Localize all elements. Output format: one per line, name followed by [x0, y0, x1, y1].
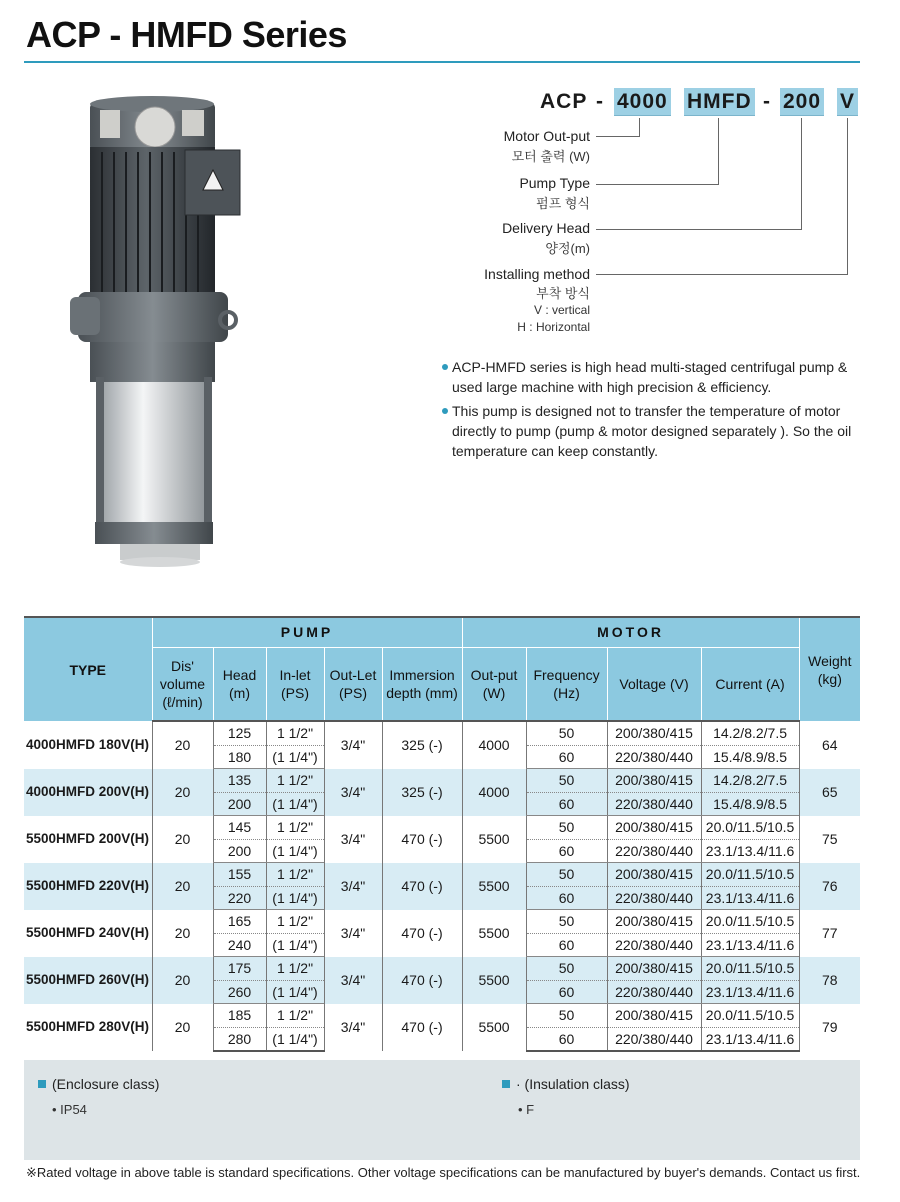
cell-current: 14.2/8.2/7.5 [701, 721, 799, 745]
code-install: V [837, 88, 858, 116]
cell-outlet: 3/4" [324, 721, 382, 769]
col-outlet: Out-Let (PS) [324, 647, 382, 721]
col-dis-volume: Dis' volume (ℓ/min) [152, 647, 213, 721]
cell-voltage: 200/380/415 [607, 910, 701, 934]
cell-outlet: 3/4" [324, 1004, 382, 1052]
code-dash: - [763, 90, 771, 113]
install-horizontal: H : Horizontal [517, 320, 590, 334]
leader-line [801, 118, 802, 229]
label-ko: 펌프 형식 [536, 196, 590, 211]
col-inlet: In-let (PS) [266, 647, 324, 721]
table-row [24, 769, 860, 793]
cell-frequency: 60 [526, 792, 607, 816]
code-dash: - [596, 90, 604, 113]
label-ko: 부착 방식 [536, 286, 590, 301]
cell-frequency: 50 [526, 1004, 607, 1028]
cell-current: 23.1/13.4/11.6 [701, 1027, 799, 1051]
cell-voltage: 200/380/415 [607, 1004, 701, 1028]
cell-inlet: 1 1/2" [266, 816, 324, 840]
cell-immersion: 325 (-) [382, 769, 462, 816]
col-voltage: Voltage (V) [607, 647, 701, 721]
page-title: ACP - HMFD Series [26, 14, 347, 55]
cell-frequency: 60 [526, 933, 607, 957]
cell-head: 200 [213, 839, 266, 863]
cell-head: 180 [213, 745, 266, 769]
table-row [24, 863, 860, 887]
cell-voltage: 200/380/415 [607, 769, 701, 793]
pump-type-label [440, 175, 590, 212]
cell-dis-volume: 20 [152, 863, 213, 910]
cell-inlet: (1 1/4") [266, 792, 324, 816]
cell-type: 5500HMFD 280V(H) [26, 1019, 150, 1034]
cell-frequency: 60 [526, 980, 607, 1004]
cell-voltage: 220/380/440 [607, 980, 701, 1004]
cell-current: 23.1/13.4/11.6 [701, 980, 799, 1004]
cell-output: 4000 [462, 721, 526, 769]
cell-current: 20.0/11.5/10.5 [701, 863, 799, 887]
col-head: Head (m) [213, 647, 266, 721]
description-item: ACP-HMFD series is high head multi-staged centrifugal pump & used large machine with high precision & efficiency. [444, 357, 860, 397]
table-row [24, 1004, 860, 1028]
cell-voltage: 220/380/440 [607, 933, 701, 957]
table-row [24, 910, 860, 934]
col-frequency: Frequency (Hz) [526, 647, 607, 721]
cell-head: 240 [213, 933, 266, 957]
delivery-head-label [440, 220, 590, 257]
cell-type: 5500HMFD 240V(H) [26, 924, 150, 940]
cell-type: 4000HMFD 200V(H) [24, 769, 152, 816]
cell-inlet: 1 1/2" [266, 910, 324, 934]
cell-current: 23.1/13.4/11.6 [701, 933, 799, 957]
cell-outlet: 3/4" [324, 863, 382, 910]
cell-output: 5500 [462, 816, 526, 863]
cell-voltage: 220/380/440 [607, 792, 701, 816]
code-type: HMFD [684, 88, 755, 116]
cell-immersion: 470 (-) [382, 957, 462, 1004]
col-type: TYPE [24, 617, 152, 721]
title-divider [24, 61, 860, 63]
col-current: Current (A) [701, 647, 799, 721]
cell-head: 145 [213, 816, 266, 840]
cell-voltage: 200/380/415 [607, 957, 701, 981]
enclosure-class-value: • IP54 [52, 1102, 87, 1117]
cell-frequency: 50 [526, 721, 607, 745]
spec-table [24, 616, 860, 1052]
cell-head: 135 [213, 769, 266, 793]
cell-inlet: 1 1/2" [266, 863, 324, 887]
cell-dis-volume: 20 [152, 769, 213, 816]
cell-output: 4000 [462, 769, 526, 816]
cell-inlet: (1 1/4") [266, 745, 324, 769]
group-pump: PUMP [152, 617, 462, 647]
cell-inlet: 1 1/2" [266, 957, 324, 981]
label-ko: 모터 출력 (W) [511, 149, 590, 164]
cell-inlet: 1 1/2" [266, 1004, 324, 1028]
class-info-box [24, 1060, 860, 1160]
cell-inlet: (1 1/4") [266, 839, 324, 863]
cell-immersion: 470 (-) [382, 863, 462, 910]
footnote: ※Rated voltage in above table is standard specifications. Other voltage specifications can be manufactured by buyer's demands. Contact us first. [26, 1165, 861, 1180]
cell-voltage: 220/380/440 [607, 1027, 701, 1051]
cell-outlet: 3/4" [324, 769, 382, 816]
cell-dis-volume: 20 [152, 957, 213, 1004]
code-output: 4000 [614, 88, 671, 116]
cell-frequency: 50 [526, 816, 607, 840]
cell-output: 5500 [462, 957, 526, 1004]
label-en: Motor Out-put [503, 128, 590, 144]
description [444, 357, 860, 465]
leader-line [596, 229, 802, 230]
cell-weight: 76 [799, 863, 860, 910]
cell-inlet: (1 1/4") [266, 980, 324, 1004]
cell-current: 20.0/11.5/10.5 [701, 816, 799, 840]
cell-head: 220 [213, 886, 266, 910]
cell-head: 260 [213, 980, 266, 1004]
cell-voltage: 200/380/415 [607, 816, 701, 840]
cell-head: 200 [213, 792, 266, 816]
cell-output: 5500 [462, 1004, 526, 1052]
label-en: Pump Type [519, 175, 590, 191]
cell-weight: 79 [799, 1004, 860, 1052]
cell-inlet: (1 1/4") [266, 933, 324, 957]
label-ko: 양정(m) [545, 241, 590, 256]
cell-dis-volume: 20 [152, 1004, 213, 1052]
cell-current: 15.4/8.9/8.5 [701, 745, 799, 769]
cell-outlet: 3/4" [324, 910, 382, 957]
cell-immersion: 325 (-) [382, 721, 462, 769]
col-output: Out-put (W) [462, 647, 526, 721]
table-row [24, 957, 860, 981]
cell-voltage: 220/380/440 [607, 886, 701, 910]
description-item: This pump is designed not to transfer the temperature of motor directly to pump (pump & motor designed separately ). So the oil temperature can keep constantly. [444, 401, 860, 461]
cell-voltage: 220/380/440 [607, 839, 701, 863]
cell-immersion: 470 (-) [382, 816, 462, 863]
cell-outlet: 3/4" [324, 816, 382, 863]
cell-frequency: 60 [526, 1027, 607, 1051]
cell-weight: 77 [799, 910, 860, 957]
cell-voltage: 220/380/440 [607, 745, 701, 769]
cell-frequency: 50 [526, 863, 607, 887]
cell-weight: 75 [799, 816, 860, 863]
cell-head: 175 [213, 957, 266, 981]
leader-line [847, 118, 848, 274]
cell-head: 280 [213, 1027, 266, 1051]
leader-line [596, 274, 848, 275]
cell-inlet: 1 1/2" [266, 721, 324, 745]
pump-product-image [60, 92, 250, 572]
cell-current: 23.1/13.4/11.6 [701, 839, 799, 863]
cell-current: 15.4/8.9/8.5 [701, 792, 799, 816]
col-immersion: Immersion depth (mm) [382, 647, 462, 721]
cell-dis-volume: 20 [152, 816, 213, 863]
table-row [24, 816, 860, 840]
cell-immersion: 470 (-) [382, 1004, 462, 1052]
cell-current: 20.0/11.5/10.5 [701, 1004, 799, 1028]
cell-type: 5500HMFD 200V(H) [26, 830, 150, 846]
cell-inlet: (1 1/4") [266, 1027, 324, 1051]
cell-type: 4000HMFD 180V(H) [26, 736, 150, 752]
leader-line [718, 118, 719, 184]
cell-frequency: 60 [526, 839, 607, 863]
cell-frequency: 50 [526, 957, 607, 981]
cell-inlet: (1 1/4") [266, 886, 324, 910]
label-en: Installing method [484, 266, 590, 282]
enclosure-class-label: (Enclosure class) [38, 1076, 159, 1092]
code-prefix: ACP [540, 90, 588, 113]
installing-method-label [440, 266, 590, 336]
insulation-class-value: • F [518, 1102, 535, 1117]
cell-head: 155 [213, 863, 266, 887]
cell-current: 14.2/8.2/7.5 [701, 769, 799, 793]
cell-frequency: 50 [526, 769, 607, 793]
cell-weight: 65 [799, 769, 860, 816]
cell-output: 5500 [462, 910, 526, 957]
cell-immersion: 470 (-) [382, 910, 462, 957]
leader-line [596, 184, 719, 185]
col-weight: Weight (kg) [799, 617, 860, 721]
cell-dis-volume: 20 [152, 910, 213, 957]
cell-frequency: 50 [526, 910, 607, 934]
leader-line [596, 136, 640, 137]
cell-head: 165 [213, 910, 266, 934]
cell-weight: 78 [799, 957, 860, 1004]
cell-inlet: 1 1/2" [266, 769, 324, 793]
group-motor: MOTOR [462, 617, 799, 647]
label-en: Delivery Head [502, 220, 590, 236]
cell-type: 5500HMFD 260V(H) [24, 957, 152, 1004]
cell-output: 5500 [462, 863, 526, 910]
cell-current: 20.0/11.5/10.5 [701, 957, 799, 981]
cell-voltage: 200/380/415 [607, 863, 701, 887]
cell-current: 23.1/13.4/11.6 [701, 886, 799, 910]
table-row [24, 721, 860, 745]
insulation-class-label: · (Insulation class) [502, 1076, 630, 1092]
cell-type: 5500HMFD 220V(H) [24, 863, 152, 910]
cell-weight: 64 [799, 721, 860, 769]
leader-line [639, 118, 640, 136]
cell-frequency: 60 [526, 745, 607, 769]
install-vertical: V : vertical [533, 303, 590, 317]
cell-head: 125 [213, 721, 266, 745]
cell-voltage: 200/380/415 [607, 721, 701, 745]
cell-outlet: 3/4" [324, 957, 382, 1004]
cell-dis-volume: 20 [152, 721, 213, 769]
cell-head: 185 [213, 1004, 266, 1028]
cell-current: 20.0/11.5/10.5 [701, 910, 799, 934]
cell-frequency: 60 [526, 886, 607, 910]
code-head: 200 [780, 88, 824, 116]
table-body [24, 721, 860, 1051]
motor-output-label [440, 128, 590, 165]
